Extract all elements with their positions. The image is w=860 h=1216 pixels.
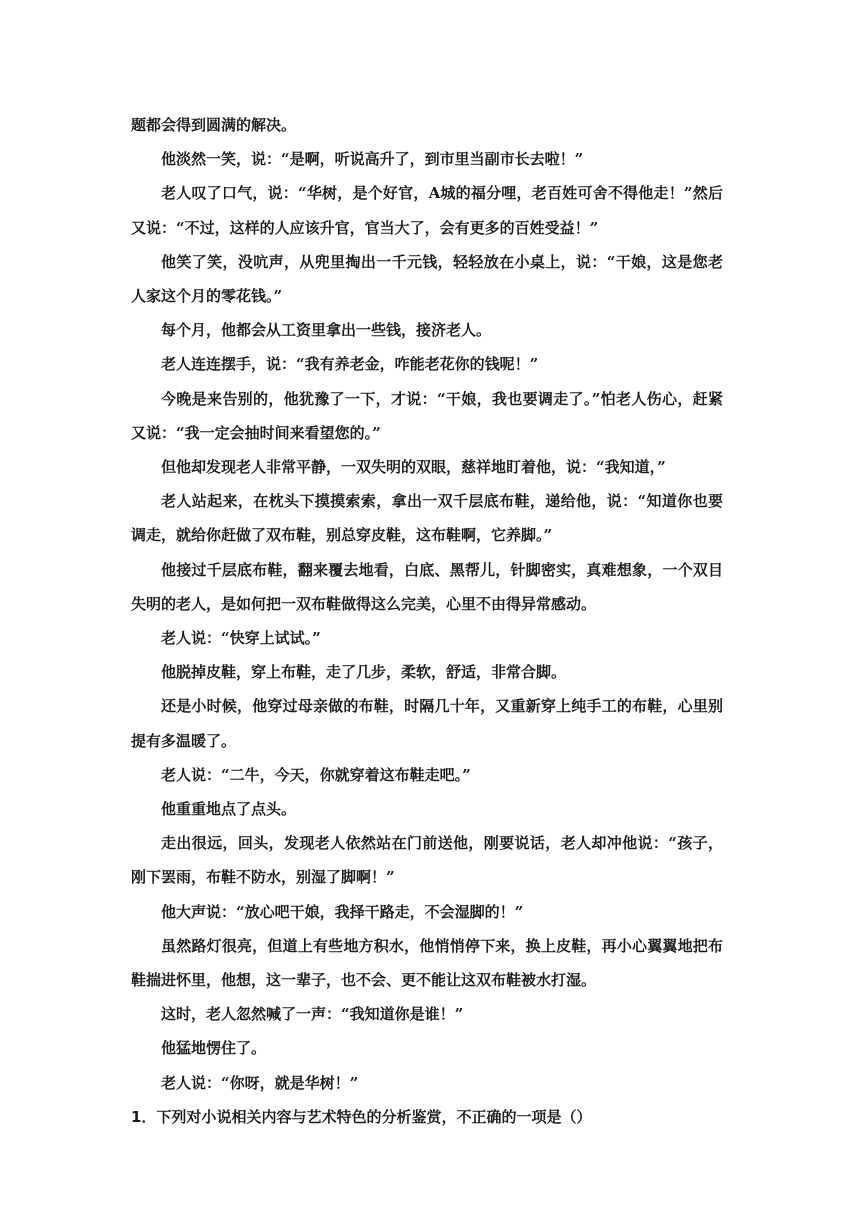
paragraph: 老人连连摆手，说：“我有养老金，咋能老花你的钱呢！” (161, 355, 539, 374)
paragraph: 还是小时候，他穿过母亲做的布鞋，时隔几十年，又重新穿上纯手工的布鞋，心里别提有多温暖了。 (131, 697, 723, 750)
question-prompt: 1．下列对小说相关内容与艺术特色的分析鉴赏，不正确的一项是（） (131, 1107, 592, 1126)
paragraph: 老人说：“你呀，就是华树！” (161, 1073, 359, 1092)
paragraph: 这时，老人忽然喊了一声：“我知道你是谁！” (161, 1005, 464, 1024)
paragraph: 每个月，他都会从工资里拿出一些钱，接济老人。 (161, 321, 492, 340)
paragraph: 他脱掉皮鞋，穿上布鞋，走了几步，柔软，舒适，非常合脚。 (161, 663, 567, 682)
paragraph: 他重重地点了点头。 (161, 800, 297, 819)
paragraph: 老人说：“快穿上试试。” (161, 629, 321, 648)
paragraph: 今晚是来告别的，他犹豫了一下，才说：“干娘，我也要调走了。”怕老人伤心，赶紧又说：“我一定会抽时间来看望您的。” (131, 389, 723, 442)
story-text (131, 108, 723, 1134)
paragraph: 老人说：“二牛，今天，你就穿着这布鞋走吧。” (161, 765, 471, 784)
paragraph: 走出很远，回头，发现老人依然站在门前送他，刚要说话，老人却冲他说：“孩子，刚下罢雨，布鞋不防水，别湿了脚啊！” (131, 834, 723, 887)
paragraph: 题都会得到圆满的解决。 (131, 116, 297, 134)
paragraph: 他笑了笑，没吭声，从兜里掏出一千元钱，轻轻放在小桌上，说：“干娘，这是您老人家这个月的零花钱。” (131, 252, 723, 306)
paragraph: 他猛地愣住了。 (161, 1039, 267, 1058)
paragraph: 他接过千层底布鞋，翻来覆去地看，白底、黑帮儿，针脚密实，真难想象，一个双目失明的老人，是如何把一双布鞋做得这么完美，心里不由得异常感动。 (131, 560, 723, 613)
paragraph: 老人叹了口气，说：“华树，是个好官，A城的福分哩，老百姓可舍不得他走！”然后又说：“不过，这样的人应该升官，官当大了，会有更多的百姓受益！” (131, 184, 723, 237)
paragraph: 老人站起来，在枕头下摸摸索索，拿出一双千层底布鞋，递给他，说：“知道你也要调走，就给你赶做了双布鞋，别总穿皮鞋，这布鞋啊，它养脚。” (131, 492, 723, 545)
paragraph: 他大声说：“放心吧干娘，我择干路走，不会湿脚的！” (161, 902, 524, 921)
paragraph: 但他却发现老人非常平静，一双失明的双眼，慈祥地盯着他，说：“我知道，” (161, 458, 666, 477)
paragraph: 虽然路灯很亮，但道上有些地方积水，他悄悄停下来，换上皮鞋，再小心翼翼地把布鞋揣进怀里，他想，这一辈子，也不会、更不能让这双布鞋被水打湿。 (131, 936, 723, 990)
paragraph: 他淡然一笑，说：“是啊，听说高升了，到市里当副市长去啦！” (161, 150, 584, 169)
